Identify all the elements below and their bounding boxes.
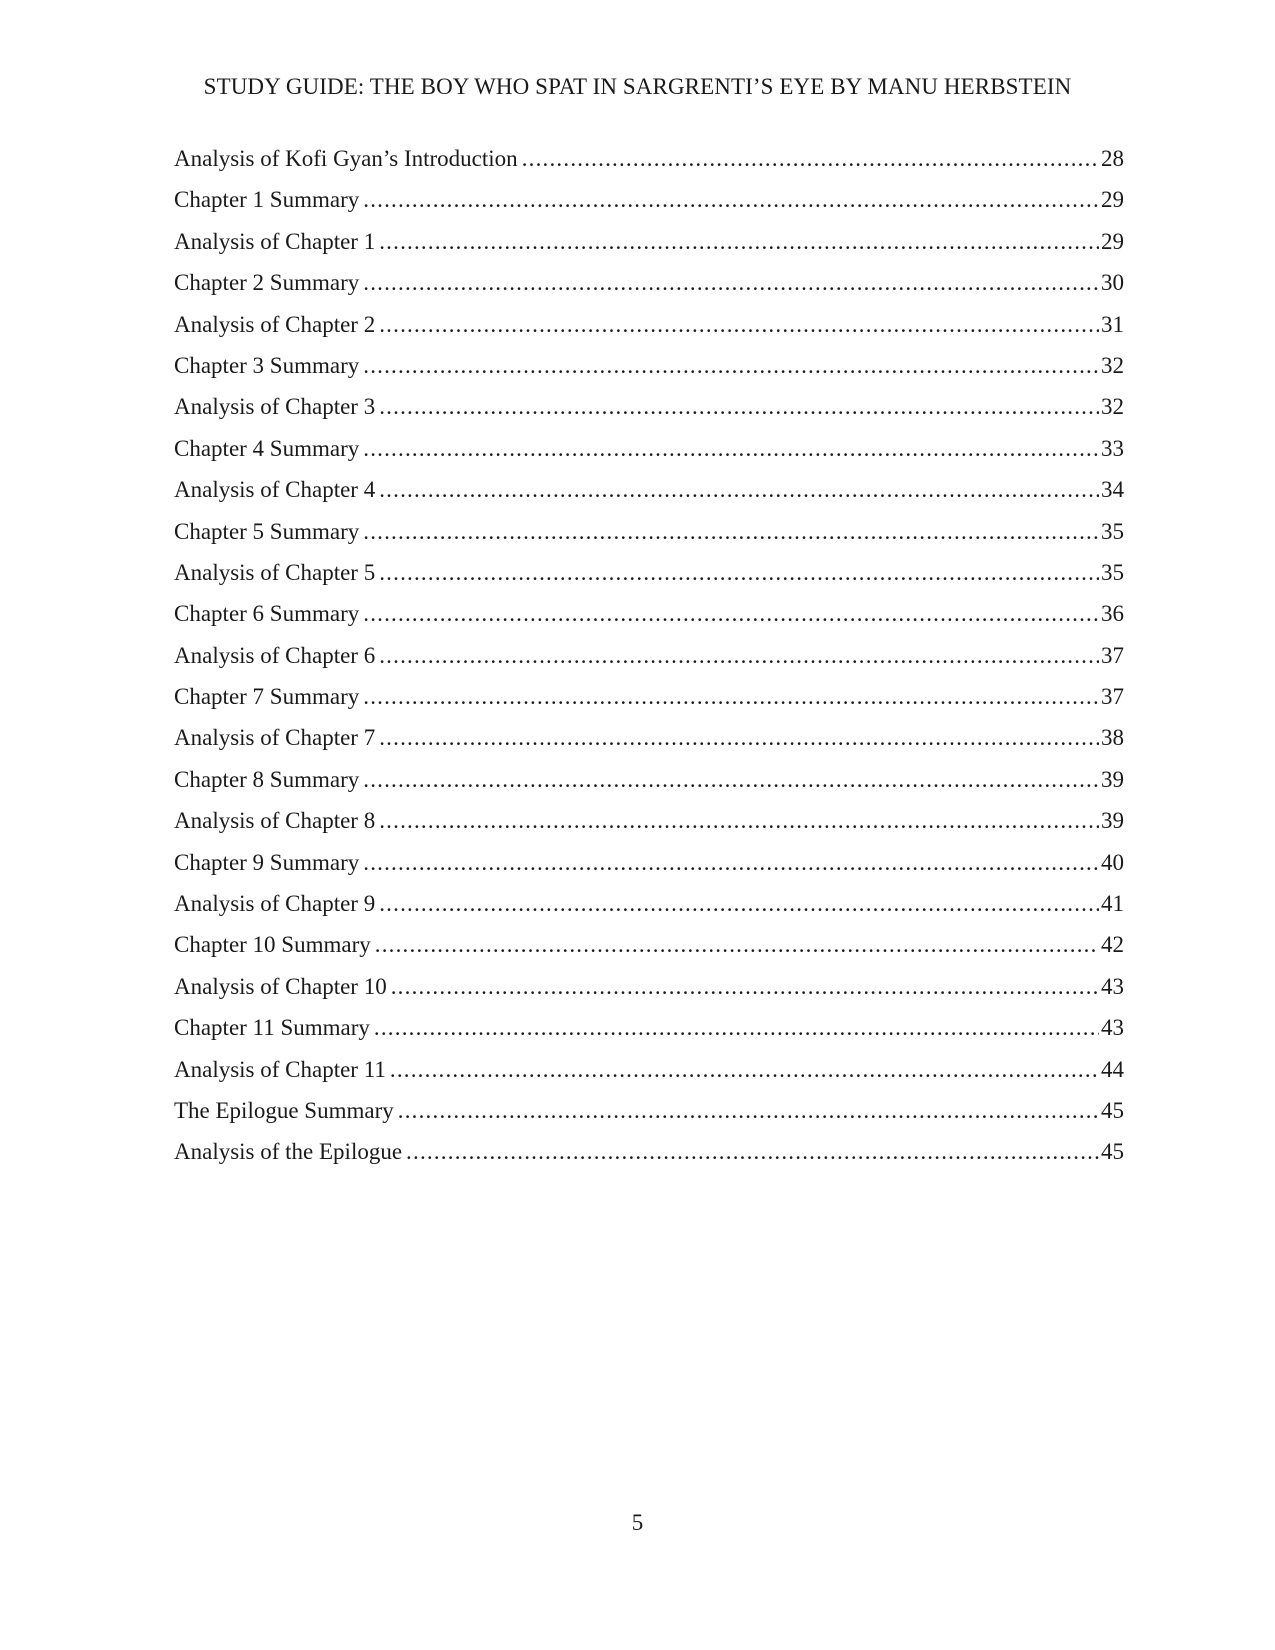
toc-entry-title: Analysis of Chapter 10 [174,973,387,999]
toc-entry-page: 30 [1101,270,1124,296]
toc-leader [375,932,1099,958]
toc-entry-title: Chapter 10 Summary [174,932,371,958]
toc-leader [363,767,1099,793]
toc-entry[interactable] [174,808,1124,849]
toc-entry-title: Analysis of Chapter 3 [174,394,376,420]
toc-entry-page: 28 [1101,146,1124,171]
toc-leader [363,353,1099,379]
toc-entry[interactable] [174,974,1124,1015]
toc-entry[interactable] [174,725,1124,766]
toc-entry-title: Chapter 7 Summary [174,684,360,710]
toc-entry[interactable] [174,146,1124,187]
toc-entry[interactable] [174,519,1124,560]
toc-entry[interactable] [174,353,1124,394]
toc-leader [406,1139,1099,1165]
toc-leader [363,187,1099,213]
toc-entry-title: Analysis of Chapter 6 [174,642,376,668]
toc-entry-title: Chapter 2 Summary [174,270,360,296]
toc-entry-page: 36 [1101,601,1124,627]
toc-entry-title: Analysis of the Epilogue [174,1139,403,1165]
toc-entry-page: 45 [1101,1097,1124,1123]
toc-leader [379,725,1099,751]
toc-entry[interactable] [174,684,1124,725]
toc-entry-title: Analysis of Chapter 5 [174,559,376,585]
toc-entry-page: 43 [1101,973,1124,999]
toc-leader [363,684,1099,710]
page-number: 5 [631,1510,644,1535]
toc-entry-page: 35 [1101,518,1124,544]
toc-entry-page: 32 [1101,394,1124,420]
toc-entry-page: 42 [1101,932,1124,958]
toc-entry-title: Analysis of Kofi Gyan’s Introduction [174,146,518,171]
toc-entry-title: Chapter 5 Summary [174,518,360,544]
toc-entry[interactable] [174,850,1124,891]
toc-leader [363,519,1099,545]
toc-leader [379,229,1099,255]
toc-entry[interactable] [174,1057,1124,1098]
page-header: STUDY GUIDE: THE BOY WHO SPAT IN SARGRENTI’S EYE BY MANU HERBSTEIN [203,74,1072,99]
toc-entry-title: Analysis of Chapter 4 [174,477,376,503]
toc-entry[interactable] [174,891,1124,932]
toc-entry-page: 41 [1101,891,1124,917]
toc-entry-page: 34 [1101,477,1124,503]
toc-entry-title: Chapter 1 Summary [174,187,360,213]
toc-entry[interactable] [174,643,1124,684]
toc-leader [379,394,1099,420]
toc-entry-title: The Epilogue Summary [174,1097,394,1123]
toc-entry[interactable] [174,1015,1124,1056]
table-of-contents [174,146,1124,1181]
toc-entry-title: Analysis of Chapter 9 [174,891,376,917]
toc-entry-title: Analysis of Chapter 11 [174,1056,386,1082]
toc-entry-page: 39 [1101,808,1124,834]
toc-entry-title: Chapter 4 Summary [174,435,360,461]
toc-leader [390,1057,1099,1083]
toc-leader [374,1015,1099,1041]
toc-entry-title: Analysis of Chapter 8 [174,808,376,834]
toc-entry-title: Chapter 9 Summary [174,849,360,875]
toc-entry[interactable] [174,436,1124,477]
toc-entry[interactable] [174,477,1124,518]
toc-entry-page: 45 [1101,1139,1124,1165]
toc-entry-page: 32 [1101,352,1124,378]
toc-entry[interactable] [174,1098,1124,1139]
toc-entry-page: 35 [1101,559,1124,585]
toc-leader [379,477,1099,503]
toc-entry-page: 43 [1101,1015,1124,1041]
toc-entry-page: 31 [1101,311,1124,337]
toc-entry[interactable] [174,601,1124,642]
toc-entry[interactable] [174,187,1124,228]
toc-entry-page: 33 [1101,435,1124,461]
toc-entry[interactable] [174,1139,1124,1180]
toc-leader [363,850,1099,876]
toc-entry-page: 39 [1101,766,1124,792]
toc-entry[interactable] [174,932,1124,973]
toc-entry[interactable] [174,270,1124,311]
toc-entry[interactable] [174,312,1124,353]
toc-entry[interactable] [174,560,1124,601]
toc-entry-title: Chapter 3 Summary [174,352,360,378]
toc-entry-page: 40 [1101,849,1124,875]
toc-leader [379,312,1099,338]
toc-leader [379,560,1099,586]
toc-entry-page: 44 [1101,1056,1124,1082]
toc-leader [363,601,1099,627]
toc-entry-page: 37 [1101,684,1124,710]
toc-leader [363,270,1099,296]
toc-entry-page: 29 [1101,228,1124,254]
toc-entry-title: Analysis of Chapter 7 [174,725,376,751]
toc-entry-title: Analysis of Chapter 2 [174,311,376,337]
toc-entry-title: Analysis of Chapter 1 [174,228,376,254]
toc-entry[interactable] [174,229,1124,270]
toc-entry[interactable] [174,394,1124,435]
toc-leader [379,891,1099,917]
toc-entry[interactable] [174,767,1124,808]
toc-leader [379,808,1099,834]
toc-leader [391,974,1099,1000]
toc-leader [398,1098,1099,1124]
toc-entry-title: Chapter 6 Summary [174,601,360,627]
toc-leader [522,146,1099,172]
toc-entry-title: Chapter 11 Summary [174,1015,370,1041]
toc-leader [363,436,1099,462]
toc-entry-page: 29 [1101,187,1124,213]
toc-entry-page: 37 [1101,642,1124,668]
toc-leader [379,643,1099,669]
toc-entry-page: 38 [1101,725,1124,751]
toc-entry-title: Chapter 8 Summary [174,766,360,792]
